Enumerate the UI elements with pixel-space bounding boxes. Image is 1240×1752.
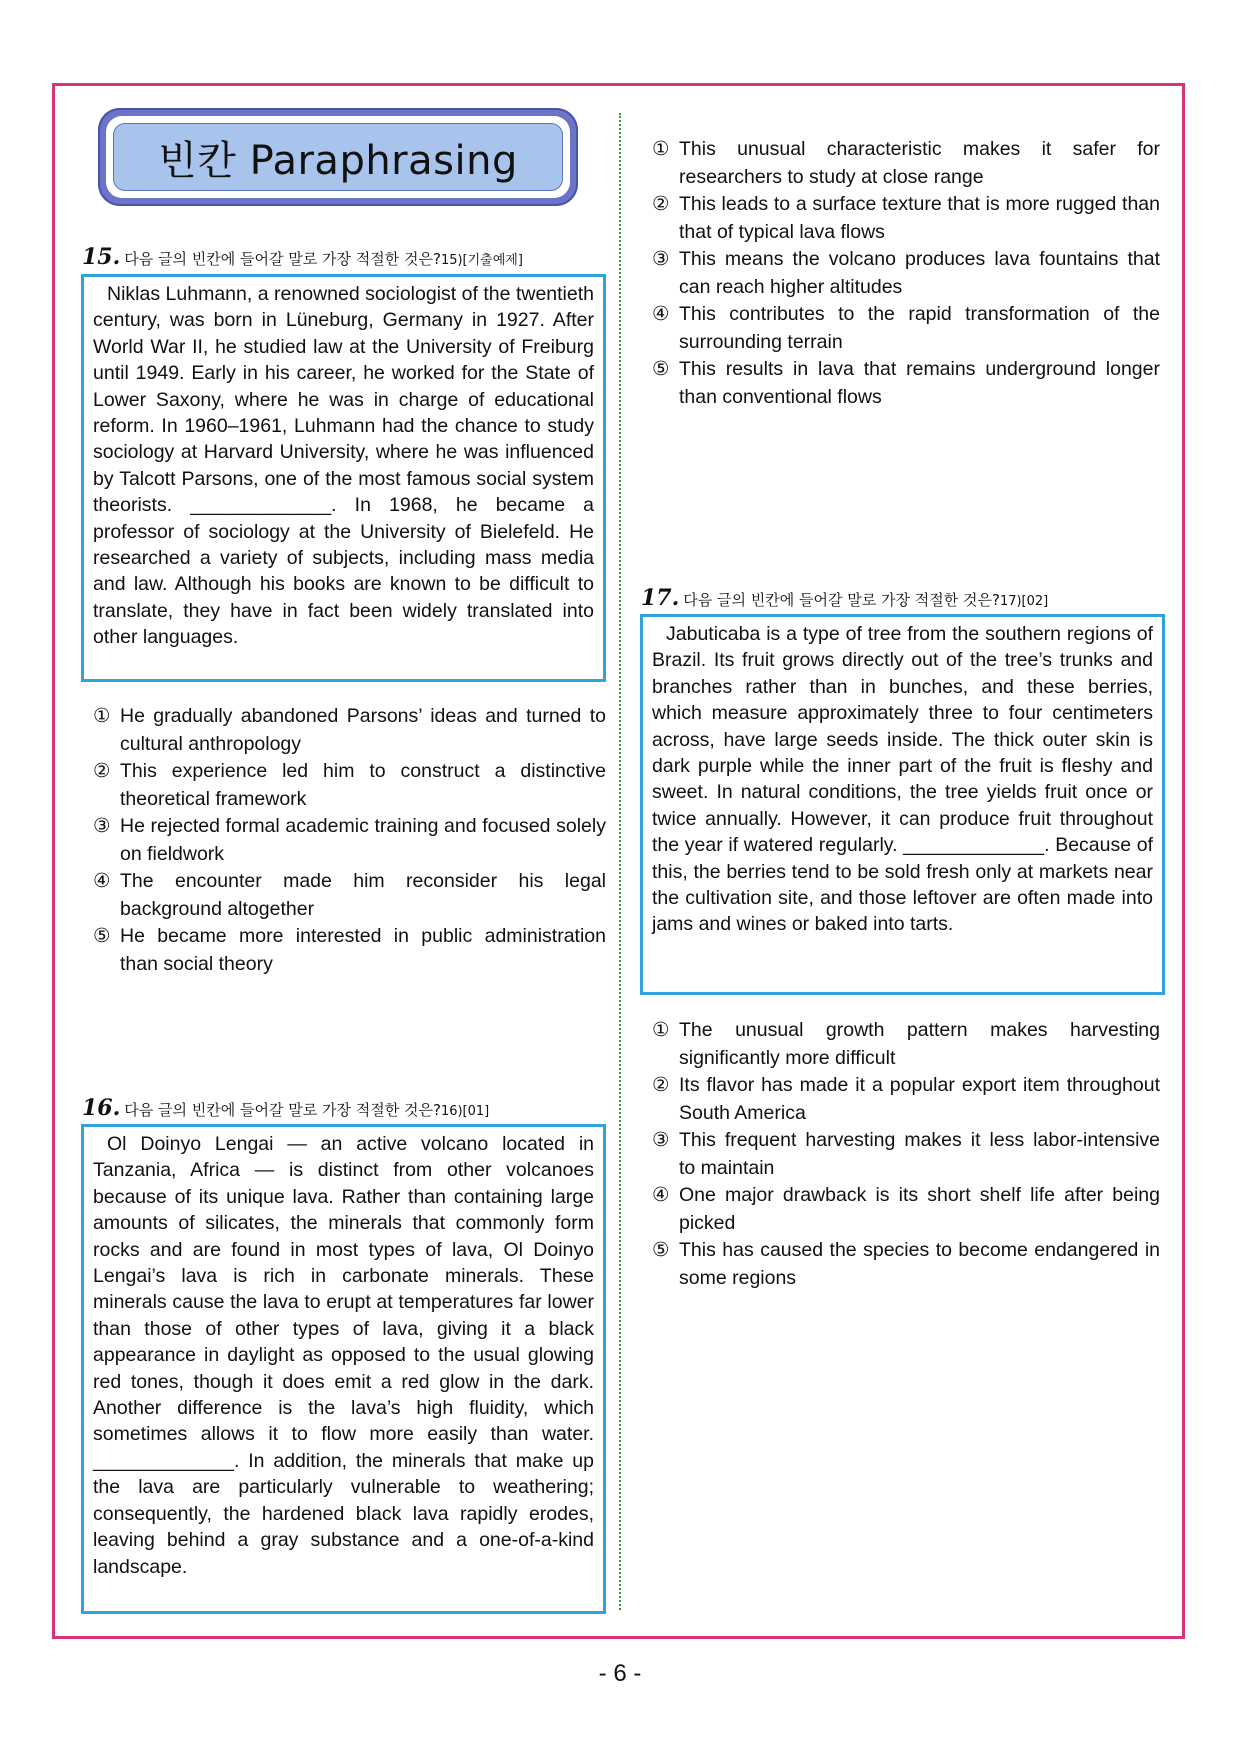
option-text: Its flavor has made it a popular export item throughout South America — [679, 1074, 1160, 1124]
question-prompt: 다음 글의 빈칸에 들어갈 말로 가장 적절한 것은? — [683, 591, 1000, 609]
option-text: He gradually abandoned Parsons’ ideas and turned to cultural anthropology — [120, 705, 606, 755]
answer-option[interactable] — [652, 1017, 1160, 1072]
question-17-passage: Jabuticaba is a type of tree from the southern regions of Brazil. Its fruit grows directly out of the tree’s trunks and branches rather than in bunches, and these berries, which measure approximately three to four centimeters across, have large seeds inside. The thick outer skin is dark purple while the inner part of the fruit is fleshy and sweet. In natural conditions, the tree yields fruit once or twice annually. However, it can produce fruit throughout the year if watered regularly. _____________. Because of this, the berries tend to be sold fresh only at markets near the cultivation site, and those leftover are often made into jams and wines or baked into tarts. — [640, 614, 1165, 995]
answer-option[interactable] — [652, 1237, 1160, 1292]
option-marker: ② — [652, 1074, 670, 1096]
option-text: This means the volcano produces lava fountains that can reach higher altitudes — [679, 248, 1160, 298]
option-marker: ⑤ — [652, 358, 670, 380]
option-marker: ① — [93, 705, 111, 727]
option-marker: ① — [652, 138, 670, 160]
option-text: This leads to a surface texture that is more rugged than that of typical lava flows — [679, 193, 1160, 243]
page-number: - 6 - — [598, 1660, 642, 1687]
question-15-options — [93, 703, 606, 978]
answer-option[interactable] — [93, 758, 606, 813]
answer-option[interactable] — [652, 301, 1160, 356]
answer-option[interactable] — [652, 356, 1160, 411]
answer-option[interactable] — [93, 703, 606, 758]
question-16-options — [652, 136, 1160, 411]
option-marker: ② — [652, 193, 670, 215]
option-text: One major drawback is its short shelf life after being picked — [679, 1184, 1160, 1234]
option-marker: ③ — [652, 248, 670, 270]
question-prompt: 다음 글의 빈칸에 들어갈 말로 가장 적절한 것은? — [124, 1101, 441, 1119]
option-text: This unusual characteristic makes it safer for researchers to study at close range — [679, 138, 1160, 188]
question-note: 17)[02] — [999, 594, 1049, 609]
question-15-passage: Niklas Luhmann, a renowned sociologist of the twentieth century, was born in Lüneburg, Germany in 1927. After World War II, he studied law at the University of Freiburg until 1949. Early in his career, he worked for the State of Lower Saxony, where he was in charge of educational reform. In 1960–1961, Luhmann had the chance to study sociology at Harvard University, where he was influenced by Talcott Parsons, one of the most famous social system theorists. _____________. In 1968, he became a professor of sociology at the University of Bielefeld. He researched a variety of subjects, including mass media and law. Although his books are known to be difficult to translate, they have in fact been widely translated into other languages. — [81, 274, 606, 682]
option-text: This results in lava that remains underground longer than conventional flows — [679, 358, 1160, 408]
answer-option[interactable] — [652, 1072, 1160, 1127]
option-text: This frequent harvesting makes it less labor-intensive to maintain — [679, 1129, 1160, 1179]
answer-option[interactable] — [93, 813, 606, 868]
answer-option[interactable] — [652, 246, 1160, 301]
option-text: He rejected formal academic training and focused solely on fieldwork — [120, 815, 606, 865]
section-banner — [98, 108, 578, 206]
option-text: The encounter made him reconsider his legal background altogether — [120, 870, 606, 920]
question-16-header — [82, 1095, 489, 1121]
question-17-options — [652, 1017, 1160, 1292]
answer-option[interactable] — [93, 868, 606, 923]
option-marker: ① — [652, 1019, 670, 1041]
option-marker: ③ — [652, 1129, 670, 1151]
question-15-header — [82, 244, 523, 270]
column-divider — [619, 113, 621, 1610]
option-text: This experience led him to construct a distinctive theoretical framework — [120, 760, 606, 810]
question-number: 16. — [82, 1095, 121, 1121]
option-marker: ④ — [93, 870, 111, 892]
option-text: This has caused the species to become endangered in some regions — [679, 1239, 1160, 1289]
question-prompt: 다음 글의 빈칸에 들어갈 말로 가장 적절한 것은? — [124, 250, 441, 268]
question-number: 15. — [82, 244, 121, 270]
option-marker: ⑤ — [652, 1239, 670, 1261]
question-17-header — [641, 585, 1048, 611]
option-marker: ⑤ — [93, 925, 111, 947]
option-marker: ④ — [652, 1184, 670, 1206]
option-text: He became more interested in public administration than social theory — [120, 925, 606, 975]
answer-option[interactable] — [652, 191, 1160, 246]
option-text: The unusual growth pattern makes harvesting significantly more difficult — [679, 1019, 1160, 1069]
question-number: 17. — [641, 585, 680, 611]
question-note: 16)[01] — [440, 1104, 490, 1119]
question-16-passage: Ol Doinyo Lengai — an active volcano located in Tanzania, Africa — is distinct from other volcanoes because of its unique lava. Rather than containing large amounts of silicates, the minerals that commonly form rocks and are found in most types of lava, Ol Doinyo Lengai’s lava is rich in carbonate minerals. These minerals cause the lava to erupt at temperatures far lower than those of other types of lava, giving it a black appearance in daylight as opposed to the usual glowing red tones, though it does emit a red glow in the dark. Another difference is the lava’s high fluidity, which sometimes allows it to flow more easily than water. _____________. In addition, the minerals that make up the lava are particularly vulnerable to weathering; consequently, the hardened black lava rapidly erodes, leaving behind a gray substance and a one-of-a-kind landscape. — [81, 1124, 606, 1614]
answer-option[interactable] — [93, 923, 606, 978]
answer-option[interactable] — [652, 1127, 1160, 1182]
question-note: 15)[기출예제] — [440, 253, 523, 268]
answer-option[interactable] — [652, 136, 1160, 191]
option-marker: ② — [93, 760, 111, 782]
option-marker: ④ — [652, 303, 670, 325]
answer-option[interactable] — [652, 1182, 1160, 1237]
option-marker: ③ — [93, 815, 111, 837]
option-text: This contributes to the rapid transformation of the surrounding terrain — [679, 303, 1160, 353]
section-title: 빈칸 Paraphrasing — [158, 137, 518, 184]
